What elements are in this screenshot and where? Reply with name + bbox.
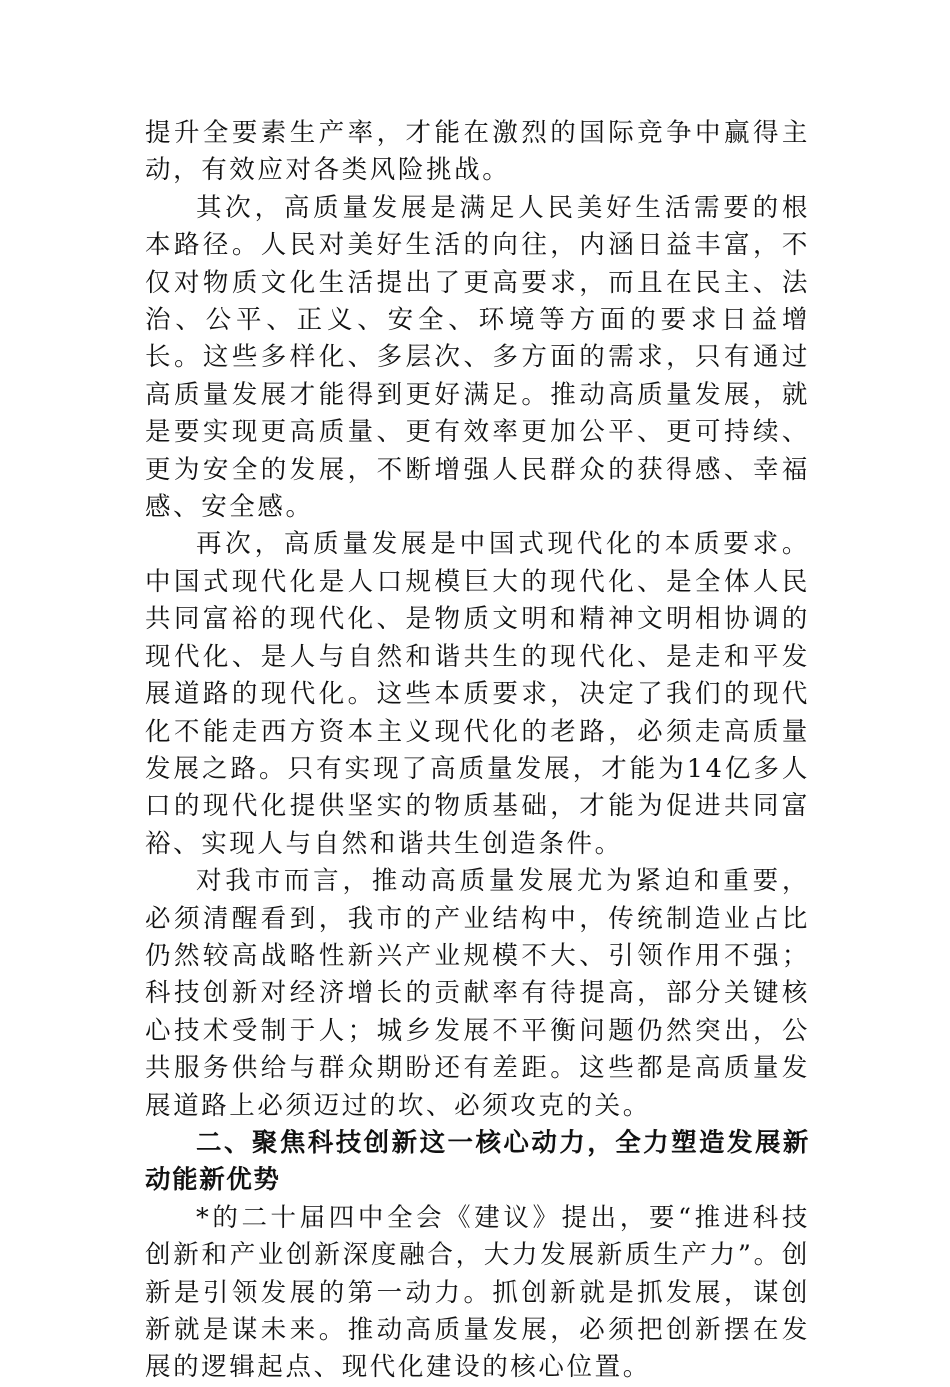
paragraph-innovation: *的二十届四中全会《建议》提出，要“推进科技创新和产业创新深度融合，大力发展新质生产力”。创新是引领发展的第一动力。抓创新就是抓发展，谋创新就是谋未来。推动高质量发展，必须把创新摆在发展的逻辑起点、现代化建设的核心位置。 (145, 1202, 811, 1383)
section-heading: 二、聚焦科技创新这一核心动力，全力塑造发展新动能新优势 (145, 1127, 810, 1196)
paragraph-third: 再次，高质量发展是中国式现代化的本质要求。中国式现代化是人口规模巨大的现代化、是全体人民共同富裕的现代化、是物质文明和精神文明相协调的现代化、是人与自然和谐共生的现代化、是走和平发展道路的现代化。这些本质要求，决定了我们的现代化不能走西方资本主义现代化的老路，必须走高质量发展之路。只有实现了高质量发展，才能为14亿多人口的现代化提供坚实的物质基础，才能为促进共同富裕、实现人与自然和谐共生创造条件。 (145, 529, 810, 859)
paragraph-second: 其次，高质量发展是满足人民美好生活需要的根本路径。人民对美好生活的向往，内涵日益丰富，不仅对物质文化生活提出了更高要求，而且在民主、法治、公平、正义、安全、环境等方面的要求日益增长。这些多样化、多层次、多方面的需求，只有通过高质量发展才能得到更好满足。推动高质量发展，就是要实现更高质量、更有效率更加公平、更可持续、更为安全的发展，不断增强人民群众的获得感、幸福感、安全感。 (145, 192, 810, 523)
document-body (145, 115, 810, 1387)
paragraph-continued: 提升全要素生产率，才能在激烈的国际竞争中赢得主动，有效应对各类风险挑战。 (145, 118, 810, 186)
paragraph-local: 对我市而言，推动高质量发展尤为紧迫和重要，必须清醒看到，我市的产业结构中，传统制造业占比仍然较高战略性新兴产业规模不大、引领作用不强；科技创新对经济增长的贡献率有待提高，部分关键核心技术受制于人；城乡发展不平衡问题仍然突出，公共服务供给与群众期盼还有差距。这些都是高质量发展道路上必须迈过的坎、必须攻克的关。 (145, 866, 810, 1121)
